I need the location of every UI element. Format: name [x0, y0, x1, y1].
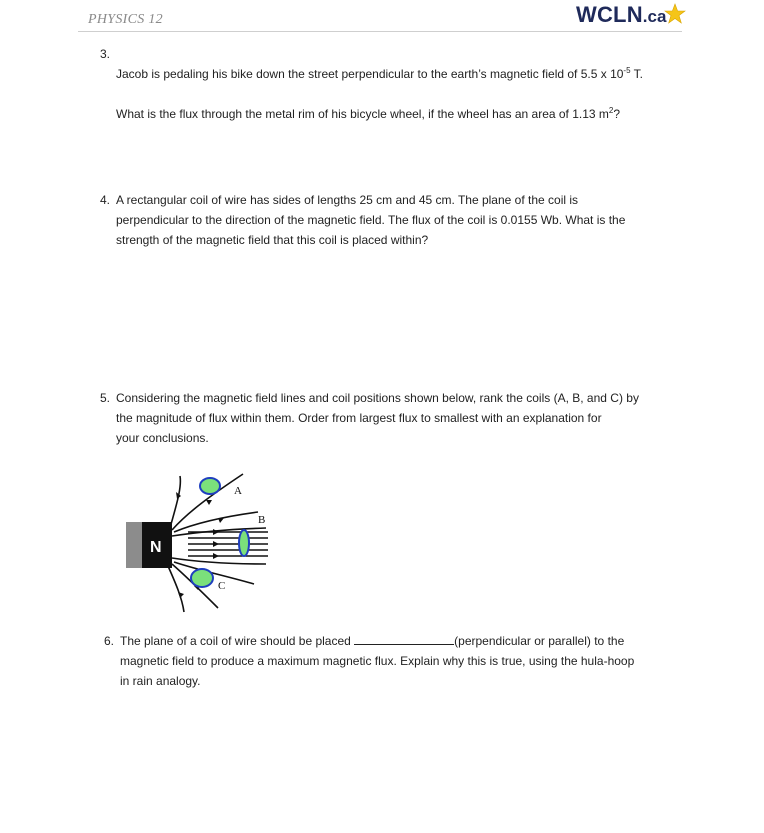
coil-a-label: A	[234, 485, 242, 497]
question-number: 5.	[100, 391, 111, 405]
coil-a	[200, 478, 242, 497]
star-icon	[664, 3, 686, 25]
course-title: PHYSICS 12	[88, 12, 163, 27]
q6-text-after-blank: (perpendicular or parallel) to the	[454, 634, 625, 648]
question-3-line-2	[116, 104, 643, 124]
answer-blank[interactable]	[354, 632, 454, 645]
magnetic-field-diagram	[118, 466, 278, 616]
coil-c-ellipse	[191, 569, 213, 587]
arrow-upper-2	[206, 500, 212, 505]
logo-domain: .ca	[642, 7, 667, 26]
coil-c-label: C	[218, 580, 226, 592]
question-text	[116, 44, 643, 144]
q3-line2-text: What is the flux through the metal rim of his bicycle wheel, if the wheel has an area of 1.13 m	[116, 107, 609, 121]
magnet-label: N	[150, 539, 162, 556]
question-text: Considering the magnetic field lines and coil positions shown below, rank the coils (A, B, and C) by the magnitude of flux within them. Order from largest flux to smallest with an explanation for your conclusions.	[116, 391, 639, 445]
header-rule	[78, 31, 682, 32]
question-number: 4.	[100, 193, 111, 207]
coil-c	[191, 569, 225, 592]
q3-exponent-2: 2	[608, 106, 614, 115]
q3-line1-unit: T.	[630, 67, 643, 81]
arrow-upper-3	[218, 518, 224, 523]
field-line-lower-3	[174, 562, 254, 584]
arrow-mid-5	[213, 553, 219, 559]
wcln-logo	[576, 2, 666, 30]
question-number: 3.	[100, 47, 111, 61]
q3-line2-end: ?	[613, 107, 621, 121]
q6-text-rest: magnetic field to produce a maximum magnetic flux. Explain why this is true, using the hula-hoop in rain analogy.	[120, 654, 635, 688]
q3-line1-text: Jacob is pedaling his bike down the street perpendicular to the earth’s magnetic field of 5.5 x 10	[116, 67, 624, 81]
question-number: 6.	[104, 634, 115, 648]
coil-b-label: B	[258, 514, 266, 526]
question-text: A rectangular coil of wire has sides of lengths 25 cm and 45 cm. The plane of the coil is perpendicular to the direction of the magnetic field. The flux of the coil is 0.0155 Wb. What is the strength of the magnetic field that this coil is placed within?	[116, 193, 626, 247]
page-header	[0, 0, 764, 32]
logo-text: WCLN	[576, 2, 643, 27]
field-line-lower-4	[172, 558, 266, 564]
magnet-south-half	[126, 522, 142, 568]
question-3-line-1	[116, 64, 643, 84]
arrow-mid-3	[213, 541, 219, 547]
coil-b-ellipse	[239, 530, 249, 556]
field-line-upper-outer	[170, 476, 180, 528]
q6-text-before-blank: The plane of a coil of wire should be placed	[120, 634, 355, 648]
q3-exponent-1: -5	[623, 66, 631, 75]
question-text	[120, 631, 634, 691]
coil-a-ellipse	[200, 478, 220, 494]
